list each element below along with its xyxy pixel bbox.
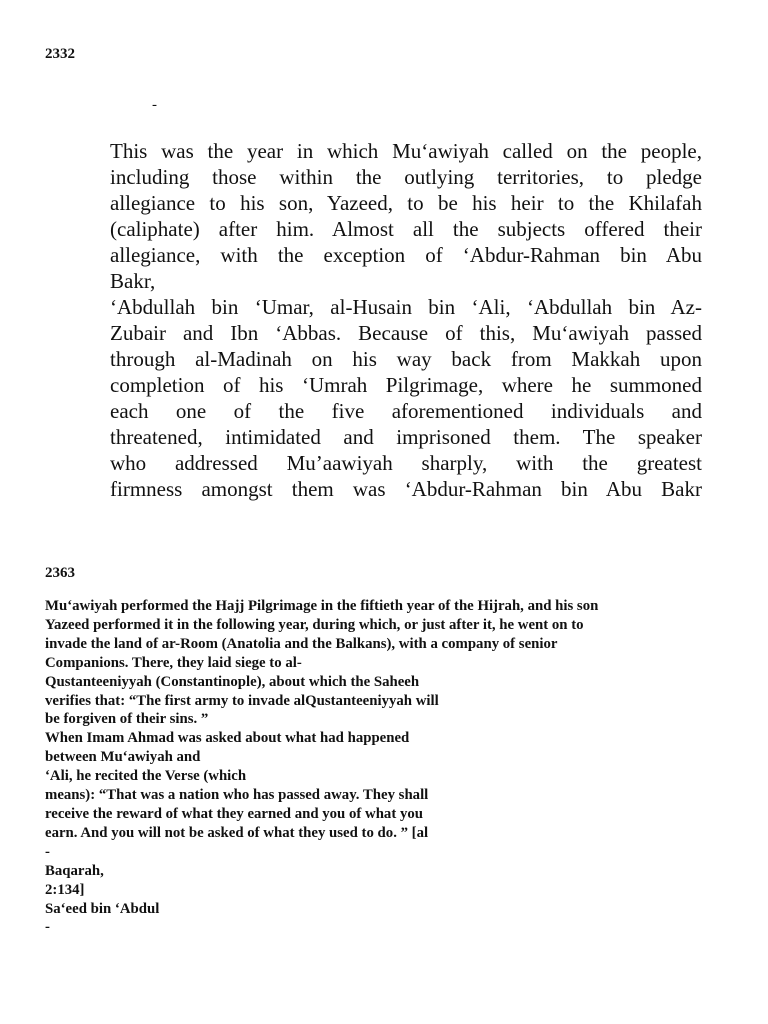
paragraph-line: invade the land of ar-Room (Anatolia and the Balkans), with a company of senior <box>45 635 558 652</box>
paragraph-line: Baqarah, <box>45 862 104 879</box>
paragraph-line: through al-Madinah on his way back from Makkah upon <box>110 347 702 371</box>
stray-dash-mark: - <box>152 97 157 113</box>
paragraph-line: Qustanteeniyyah (Constantinople), about which the Saheeh <box>45 673 420 690</box>
paragraph-line: completion of his ‘Umrah Pilgrimage, where he summoned <box>110 373 702 397</box>
paragraph-line: Bakr, <box>110 269 156 293</box>
paragraph-line: who addressed Mu’aawiyah sharply, with the greatest <box>110 451 702 475</box>
paragraph-line: Sa‘eed bin ‘Abdul <box>45 900 160 917</box>
paragraph-line: Yazeed performed it in the following year, during which, or just after it, he went on to <box>45 616 584 633</box>
paragraph-line: Mu‘awiyah performed the Hajj Pilgrimage in the fiftieth year of the Hijrah, and his son <box>45 598 599 614</box>
paragraph-line: When Imam Ahmad was asked about what had happened <box>45 730 410 747</box>
paragraph-line: allegiance to his son, Yazeed, to be his heir to the Khilafah <box>110 191 702 215</box>
narrative-paragraph-large <box>110 138 702 502</box>
paragraph-line: firmness amongst them was ‘Abdur-Rahman bin Abu Bakr <box>110 477 702 501</box>
paragraph-line: earn. And you will not be asked of what they used to do. ” [al <box>45 824 429 841</box>
paragraph-line: Companions. There, they laid siege to al- <box>45 654 302 671</box>
paragraph-line: threatened, intimidated and imprisoned them. The speaker <box>110 425 702 449</box>
narrative-paragraph-bold <box>45 597 685 937</box>
paragraph-line: 2:134] <box>45 881 85 898</box>
paragraph-line: allegiance, with the exception of ‘Abdur-Rahman bin Abu <box>110 243 702 267</box>
paragraph-line: including those within the outlying territories, to pledge <box>110 165 702 189</box>
paragraph-line: This was the year in which Mu‘awiyah called on the people, <box>110 139 702 163</box>
page-number-top: 2332 <box>45 46 75 62</box>
paragraph-line: each one of the five aforementioned individuals and <box>110 399 702 423</box>
paragraph-line: be forgiven of their sins. ” <box>45 711 209 728</box>
paragraph-line: ‘Ali, he recited the Verse (which <box>45 768 247 785</box>
paragraph-line: means): “That was a nation who has passed away. They shall <box>45 787 429 804</box>
paragraph-line: - <box>45 843 50 860</box>
paragraph-line: Zubair and Ibn ‘Abbas. Because of this, Mu‘awiyah passed <box>110 321 702 345</box>
paragraph-line: between Mu‘awiyah and <box>45 749 201 766</box>
page-number-bottom: 2363 <box>45 565 75 581</box>
paragraph-line: (caliphate) after him. Almost all the subjects offered their <box>110 217 702 241</box>
paragraph-line: verifies that: “The first army to invade alQustanteeniyyah will <box>45 692 439 709</box>
paragraph-line: receive the reward of what they earned and you of what you <box>45 805 423 822</box>
paragraph-line: - <box>45 919 50 936</box>
paragraph-line: ‘Abdullah bin ‘Umar, al-Husain bin ‘Ali, ‘Abdullah bin Az- <box>110 295 702 319</box>
